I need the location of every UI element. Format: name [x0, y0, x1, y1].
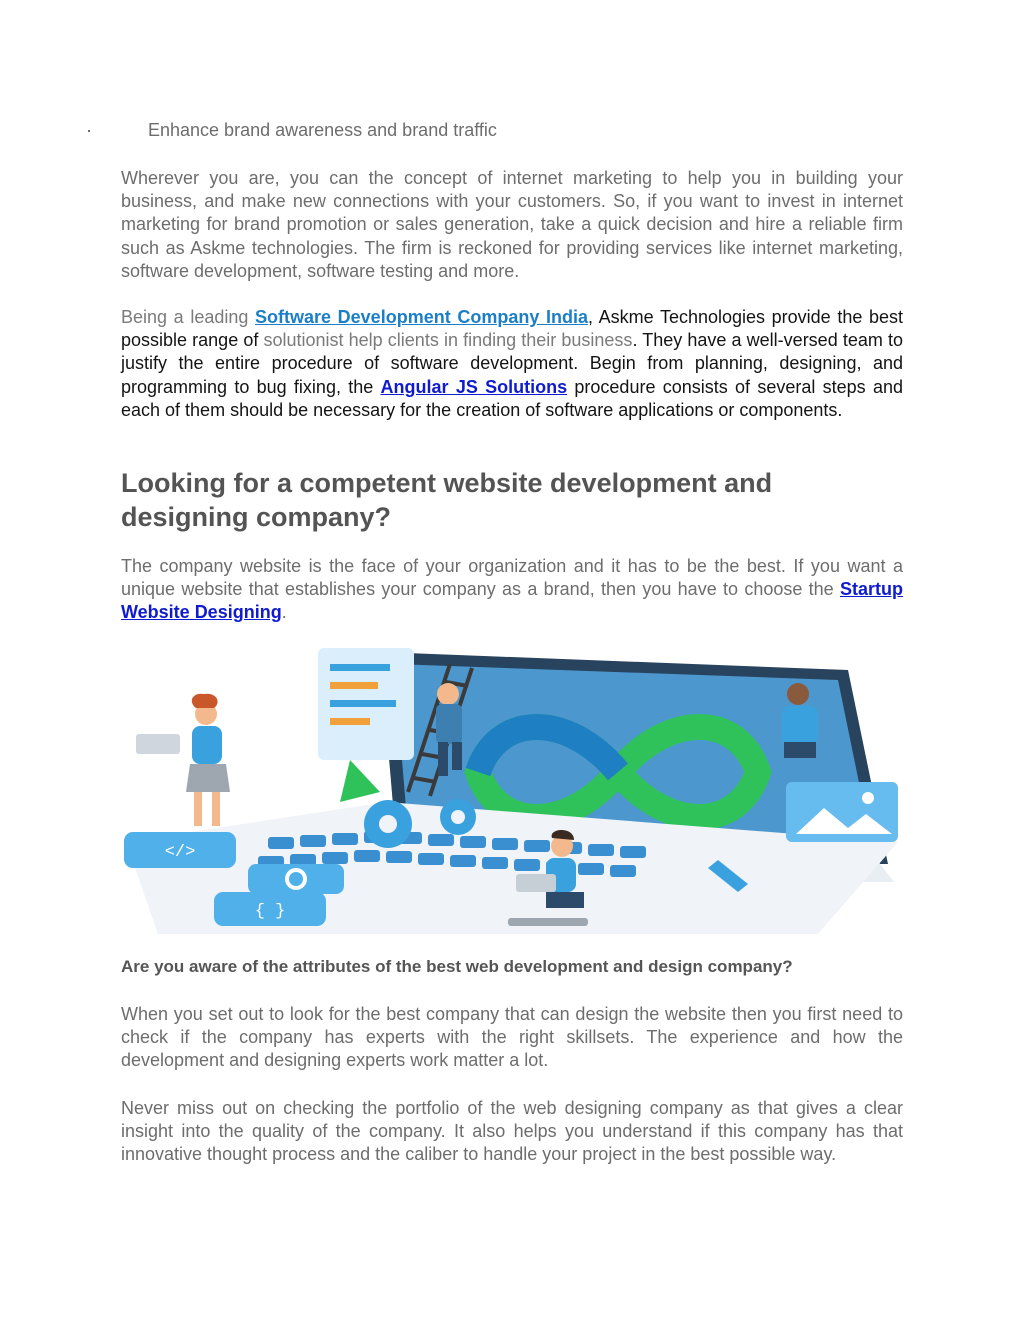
section-heading: Looking for a competent website development and designing company?: [121, 468, 773, 532]
para2-mid2: . They have a well-versed team to justify the entire procedure of software development. Begin from planning, designing, and programming to bug fixing, the: [121, 330, 903, 397]
cone-shape: [340, 760, 380, 802]
paragraph-portfolio: Never miss out on checking the portfolio of the web designing company as that gives a clear insight into the quality of the company. It also helps you understand if this company has that innovative thought process and the caliber to handle your project in the best possible way.: [121, 1098, 903, 1165]
para2-mid1: , Askme Technologies provide the best possible range of: [121, 307, 904, 351]
para3-tail: .: [281, 602, 287, 623]
web-development-illustration: [118, 642, 906, 934]
para2-gray-phrase: solutionist help clients in finding their business: [263, 330, 633, 351]
bullet-marker: ·: [86, 120, 92, 140]
subheading: Are you aware of the attributes of the best web development and design company?: [121, 957, 793, 976]
paragraph-internet-marketing: Wherever you are, you can the concept of internet marketing to help you in building your business, and make new connections with your customers. So, if you want to invest in internet marketing for brand promotion or sales generation, take a quick decision and hire a reliable firm such as Askme technologies. The firm is reckoned for providing services like internet marketing, software development, software testing and more.: [121, 168, 903, 281]
svg-text:</>: </>: [164, 843, 196, 862]
para2-lead: Being a leading: [121, 307, 256, 327]
bullet-text: Enhance brand awareness and brand traffic: [148, 120, 497, 140]
paragraph-experts: When you set out to look for the best company that can design the website then you first need to check if the company has experts with the right skillsets. The experience and how the development and designing experts work matter a lot.: [121, 1004, 903, 1071]
para2-tail: procedure consists of several steps and each of them should be necessary for the creation of software applications or components.: [121, 376, 903, 420]
paragraph-company-website: [121, 555, 903, 625]
link-angular-js-solutions[interactable]: Angular JS Solutions: [380, 376, 568, 397]
person-on-ladder: [437, 683, 459, 705]
para3-lead: The company website is the face of your organization and it has to be the best. If you want a unique website that establishes your company as a brand, then you have to choose the: [121, 556, 903, 600]
link-startup-website-designing[interactable]: Startup Website Designing: [121, 579, 903, 623]
paragraph-software-development: [121, 306, 903, 422]
man-pointing: [787, 683, 809, 705]
svg-text:{ }: { }: [254, 902, 286, 921]
link-software-development-company-india[interactable]: Software Development Company India: [255, 307, 588, 327]
